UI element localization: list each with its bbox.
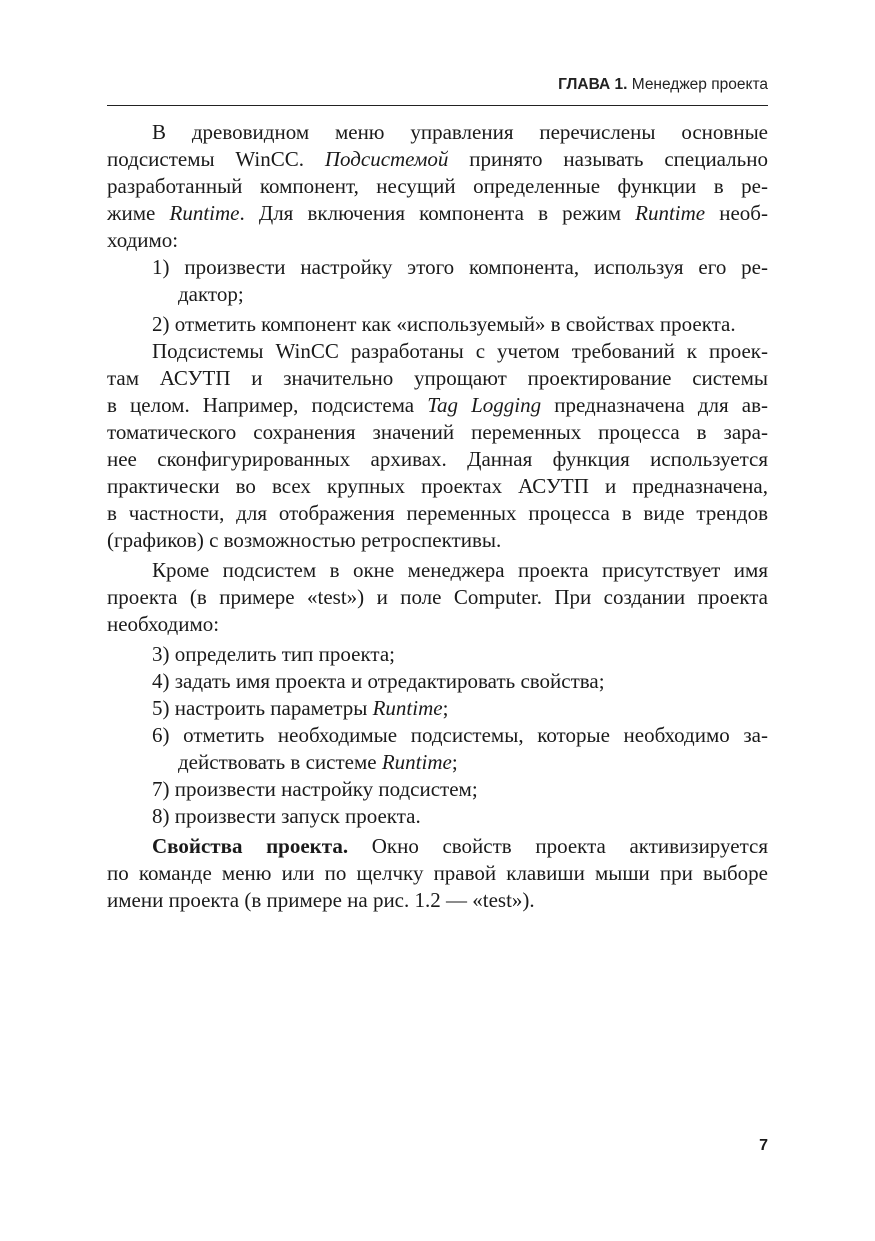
text-run: 3) определить тип проекта; [152,642,395,666]
text-run: Кроме подсистем в окне менеджера проекта присутствует имя [152,558,768,582]
text-run: 2) отметить компонент как «используемый» в свойствах проекта. [152,312,736,336]
text-line [107,833,768,860]
paragraph [107,833,768,914]
text-line [107,392,768,419]
text-run: необходимо: [107,612,220,636]
paragraph [107,338,768,554]
list-item [107,668,768,695]
text-run: нее сконфигурированных архивах. Данная функция используется [107,447,768,471]
list-item [107,695,768,722]
text-run: 5) настроить параметры [152,696,373,720]
text-run: ходимо: [107,228,179,252]
list-item [107,641,768,668]
text-line [107,119,768,146]
text-run: (графиков) с возможностью ретроспективы. [107,528,502,552]
text-run: разработанный компонент, несущий определенные функции в ре- [107,174,768,198]
text-line [107,146,768,173]
text-run: в целом. Например, подсистема [107,393,428,417]
text-run: ; [442,696,449,720]
text-run: 7) произвести настройку подсистем; [152,777,478,801]
body-text [107,119,768,914]
text-run: 1) произвести настройку этого компонента, используя его ре- [152,255,768,279]
paragraph [107,119,768,254]
text-line [107,311,768,338]
text-run: Окно свойств проекта активизируется [348,834,768,858]
text-line [107,254,768,281]
text-line [107,887,768,914]
text-run: В древовидном меню управления перечислены основные [152,120,768,144]
text-line [107,695,768,722]
text-run: в частности, для отображения переменных процесса в виде трендов [107,501,768,525]
italic-term: Tag Logging [427,393,542,417]
text-line [107,722,768,749]
text-line [107,611,768,638]
italic-term: Подсистемой [324,147,449,171]
italic-term: Runtime [372,696,443,720]
text-run: 8) произвести запуск проекта. [152,804,421,828]
page-number: 7 [759,1137,768,1154]
text-run: имени проекта (в примере на рис. 1.2 — «test»). [107,888,535,912]
list-item [107,776,768,803]
list-item [107,722,768,776]
header-rule [107,105,768,106]
text-line [107,365,768,392]
text-run: дактор; [178,282,244,306]
italic-term: Runtime [381,750,452,774]
running-header [107,76,768,94]
text-line [107,227,768,254]
text-run: практически во всех крупных проектах АСУТП и предназначена, [107,474,768,498]
text-line [107,803,768,830]
text-line [107,860,768,887]
text-line [107,557,768,584]
italic-term: Runtime [169,201,240,225]
text-run: по команде меню или по щелчку правой клавиши мыши при выборе [107,861,768,885]
chapter-label: ГЛАВА 1. [558,76,628,93]
text-line [107,527,768,554]
text-run: проекта (в примере «test») и поле Computer. При создании проекта [107,585,768,609]
text-line [107,173,768,200]
text-line [107,419,768,446]
text-run: 4) задать имя проекта и отредактировать свойства; [152,669,605,693]
text-line [107,641,768,668]
text-line [107,200,768,227]
text-line [107,668,768,695]
text-line [107,776,768,803]
text-run: 6) отметить необходимые подсистемы, которые необходимо за- [152,723,768,747]
italic-term: Runtime [635,201,706,225]
list-item [107,803,768,830]
text-run: необ- [705,201,768,225]
text-line [107,281,768,308]
paragraph [107,557,768,638]
text-run: томатического сохранения значений переменных процесса в зара- [107,420,768,444]
text-line [107,749,768,776]
text-run: ; [451,750,458,774]
text-line [107,338,768,365]
text-line [107,446,768,473]
text-run: . Для включения компонента в режим [239,201,636,225]
text-run: там АСУТП и значительно упрощают проектирование системы [107,366,768,390]
text-run: Подсистемы WinCC разработаны с учетом требований к проек- [152,339,768,363]
list-item [107,311,768,338]
text-run: подсистемы WinCC. [107,147,325,171]
text-run: действовать в системе [178,750,382,774]
text-run: предназначена для ав- [541,393,768,417]
text-run: принято называть специально [448,147,768,171]
text-line [107,584,768,611]
text-line [107,473,768,500]
chapter-title: Менеджер проекта [627,76,768,93]
text-run: жиме [107,201,170,225]
list-item [107,254,768,308]
bold-heading: Свойства проекта. [152,834,349,858]
text-line [107,500,768,527]
